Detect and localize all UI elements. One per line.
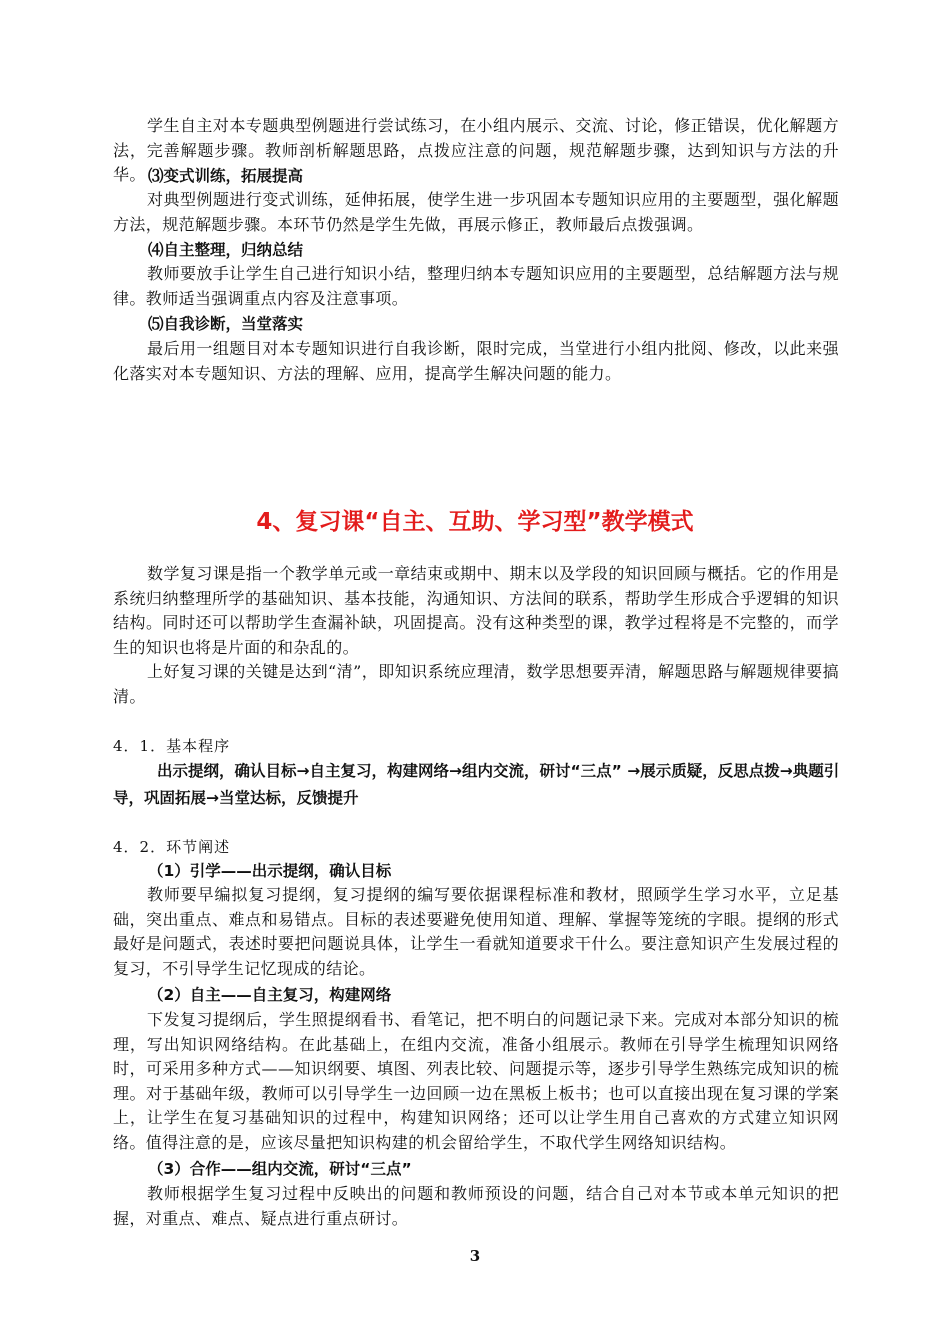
heading-step-1: （1）引学——出示提纲，确认目标	[148, 862, 392, 880]
page-number: 3	[469, 1247, 481, 1265]
heading-step-2: （2）自主——自主复习，构建网络	[148, 986, 392, 1004]
paragraph-review-intro: 数学复习课是指一个教学单元或一章结束或期中、期末以及学段的知识回顾与概括。它的作用是系统归纳整理所学的基础知识、基本技能，沟通知识、方法间的联系，帮助学生形成合乎逻辑的知识结构。同时还可以帮助学生查漏补缺，巩固提高。没有这种类型的课，教学过程将是不完整的，而学生的知识也将是片面的和杂乱的。	[113, 564, 839, 657]
label-step-explanation: 4．2．环节阐述	[113, 838, 231, 856]
paragraph-summary: 教师要放手让学生自己进行知识小结，整理归纳本专题知识应用的主要题型，总结解题方法与规律。教师适当强调重点内容及注意事项。	[113, 264, 839, 308]
procedure-flow: 出示提纲，确认目标→自主复习，构建网络→组内交流，研讨“三点” →展示质疑，反思点拨→典题引导，巩固拓展→当堂达标，反馈提升	[113, 762, 840, 807]
heading-step-3: （3）合作——组内交流，研讨“三点”	[148, 1160, 412, 1178]
heading-self-summary: ⑷自主整理，归纳总结	[148, 241, 304, 259]
paragraph-diagnosis: 最后用一组题目对本专题知识进行自我诊断，限时完成，当堂进行小组内批阅、修改，以此来强化落实对本专题知识、方法的理解、应用，提高学生解决问题的能力。	[113, 339, 839, 383]
section-title: 4、复习课“自主、互助、学习型”教学模式	[256, 509, 694, 535]
heading-self-diagnosis: ⑸自我诊断，当堂落实	[148, 315, 304, 333]
paragraph-practice: 学生自主对本专题典型例题进行尝试练习，在小组内展示、交流、讨论，修正错误，优化解题方法，完善解题步骤。教师剖析解题思路，点拨应注意的问题，规范解题步骤，达到知识与方法的升华。	[113, 116, 839, 184]
paragraph-step-2: 下发复习提纲后，学生照提纲看书、看笔记，把不明白的问题记录下来。完成对本部分知识的梳理，写出知识网络结构。在此基础上，在组内交流，准备小组展示。教师在引导学生梳理知识网络时，可采用多种方式——知识纲要、填图、列表比较、问题提示等，逐步引导学生熟练完成知识的梳理。对于基础年级，教师可以引导学生一边回顾一边在黑板上板书；也可以直接出现在复习课的学案上，让学生在复习基础知识的过程中，构建知识网络；还可以让学生用自己喜欢的方式建立知识网络。值得注意的是，应该尽量把知识构建的机会留给学生，不取代学生网络知识结构。	[113, 1010, 839, 1152]
heading-variation-training: ⑶变式训练，拓展提高	[148, 167, 304, 185]
paragraph-step-3: 教师根据学生复习过程中反映出的问题和教师预设的问题，结合自己对本节或本单元知识的把握，对重点、难点、疑点进行重点研讨。	[113, 1184, 839, 1228]
label-basic-procedure: 4．1．基本程序	[113, 737, 231, 755]
paragraph-review-key: 上好复习课的关键是达到“清”，即知识系统应理清，数学思想要弄清，解题思路与解题规律要搞清。	[113, 662, 839, 706]
paragraph-variation: 对典型例题进行变式训练，延伸拓展，使学生进一步巩固本专题知识应用的主要题型，强化解题方法，规范解题步骤。本环节仍然是学生先做，再展示修正，教师最后点拨强调。	[113, 190, 839, 234]
paragraph-step-1: 教师要早编拟复习提纲，复习提纲的编写要依据课程标准和教材，照顾学生学习水平，立足基础，突出重点、难点和易错点。目标的表述要避免使用知道、理解、掌握等笼统的字眼。提纲的形式最好是问题式，表述时要把问题说具体，让学生一看就知道要求干什么。要注意知识产生发展过程的复习，不引导学生记忆现成的结论。	[113, 885, 839, 978]
